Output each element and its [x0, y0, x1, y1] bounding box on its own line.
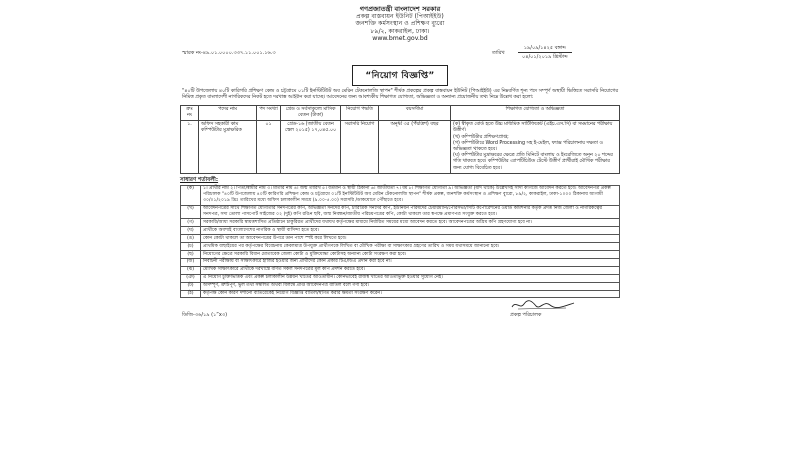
qualification-item: (গ) কম্পিউটারে Word Processing সহ ই-মেইল, ফ্যাক্স পরিচালনায় দক্ষতা ও অভিজ্ঞতা থাকতে হবে।	[453, 140, 603, 153]
col-header-grade: গ্রেড ও সর্বসাকুল্যে মাসিক বেতন (টাকা)	[281, 105, 341, 120]
signature-image	[508, 298, 578, 312]
term-text: প্রার্থীকে অবশ্যই বাংলাদেশের নাগরিক ও স্থায়ী বাসিন্দা হতে হবে।	[201, 227, 620, 235]
list-item	[181, 274, 620, 282]
term-text: মৌখিক সাক্ষাৎকারে প্রার্থীকে দরখাস্তে বর্ণিত সকল সনদপত্রের মূল কপি প্রদর্শন করতে হবে।	[201, 266, 620, 274]
cell-grade: গ্রেড-১৬ (জাতীয় বেতন স্কেল ২০১৫) ১৭,০৪৫.০০	[281, 121, 341, 174]
col-header-post: পদের নাম	[199, 105, 257, 120]
term-text: অসম্পূর্ণ, ত্রুটিপূর্ণ, ভুল তথ্য সম্বলিত অথবা বিলম্বে প্রাপ্ত আবেদনপত্র বাতিল বলে গণ্য হবে।	[201, 282, 620, 290]
term-text: নির্বাচনী পরীক্ষায় বা সাক্ষাৎকারে হাজির হওয়ার জন্য প্রার্থীদের কোন প্রকার টিএ/ডিএ প্রদান করা হবে না।	[201, 258, 620, 266]
list-item	[181, 243, 620, 251]
date-bangla: ১৯/০৯/১৪২৫ বঙ্গাব্দ	[518, 44, 572, 53]
term-key: (ট)	[181, 282, 201, 290]
cell-qualifications	[451, 121, 620, 174]
term-key: (ঝ)	[181, 266, 201, 274]
qualification-item: (ক) স্বীকৃত বোর্ড হতে উচ্চ মাধ্যমিক সার্টিফিকেট (এইচ.এস.সি) বা সমমানের পরীক্ষায় উত্তীর্ণ।	[453, 122, 613, 134]
term-key: (ছ)	[181, 251, 201, 259]
list-item	[181, 235, 620, 243]
date-box	[518, 44, 572, 61]
col-header-age: বয়সসীমা	[379, 105, 451, 120]
term-key: (খ)	[181, 205, 201, 219]
col-header-method: নিয়োগ পদ্ধতি	[341, 105, 379, 120]
notice-title-text: নিয়োগ বিজ্ঞপ্তি	[371, 71, 429, 82]
notice-title: “নিয়োগ বিজ্ঞপ্তি”	[352, 65, 447, 86]
term-key: (ঘ)	[181, 227, 201, 235]
cell-age: অনূর্ধ্ব ৩৫ (পঁয়ত্রিশ) বছর	[379, 121, 451, 174]
term-text: কোন কোটা থাকলে তা আবেদনপত্রের উপরে ডান পাশে স্পষ্ট করে লিখতে হবে।	[201, 235, 620, 243]
cell-sl: ১.	[181, 121, 199, 174]
memo-row	[180, 44, 620, 62]
term-key: (চ)	[181, 243, 201, 251]
post-table	[180, 105, 620, 174]
term-text: এ নিয়োগ চুক্তিভিত্তিক এবং প্রকল্প চলাকালীন উন্নয়ন খাতের আওতাধীন। কোনভাবেই রাজস্ব খাতের আওতাভুক্ত হওয়ার সুযোগ নেই।	[201, 274, 620, 282]
govt-name: গণপ্রজাতন্ত্রী বাংলাদেশ সরকার	[359, 5, 441, 13]
qualification-item: (ঘ) কম্পিউটার মুদ্রাক্ষরের ক্ষেত্রে প্রতি মিনিটে বাংলায় ও ইংরেজিতে অনূন ২০ শব্দের গতি থাকতে হবে। কম্পিউটার এ্যাপটিচিউড টেস্টে উত্তীর্ণ প্রার্থীরাই মৌখিক পরীক্ষার জন্য যোগ্য বিবেচিত হবে।	[453, 153, 613, 171]
date-english: ০৪/০১/২০১৯ খ্রিস্টাব্দ	[522, 54, 568, 61]
cell-count: ০১	[257, 121, 281, 174]
post-table-header	[181, 105, 620, 120]
list-item	[181, 258, 620, 266]
list-item	[181, 251, 620, 259]
date-label: তারিখ	[492, 50, 505, 57]
term-key: (ক)	[181, 185, 201, 205]
intro-paragraph: "৪০টি উপজেলায় ৪০টি কারিগরি প্রশিক্ষণ কেন্দ্র ও চট্টগ্রামে ০১টি ইনস্টিটিউট অব মেরিন টেকনোলজি স্থাপন" শীর্ষক প্রকল্পের প্রকল্প বাস্তবায়ন ইউনিট (পিআইইউ) এর নিম্নবর্ণিত শূন্য পদে সম্পূর্ণ অস্থায়ী ভিত্তিতে সরাসরি নিয়োগের নিমিত্ত প্রকৃত বাংলাদেশী নাগরিকদের নিকট হতে দরখাস্ত আহ্বান করা যাচ্ছে। আবেদনের জন্য আবশ্যকীয় শিক্ষাগত যোগ্যতা, অভিজ্ঞতা ও অন্যান্য প্রয়োজনীয় তথ্য নিম্নে উল্লেখ করা হলো:	[182, 89, 618, 101]
unit-name: প্রকল্প বাস্তবায়ন ইউনিট (পিআইইউ)	[356, 13, 444, 21]
list-item	[181, 205, 620, 219]
col-header-sl: ক্রঃ নং	[181, 105, 199, 120]
memo-number: স্মারক নং-৪৯.০১.০০০০.৩৩৭.১১.০০১.১৬.৩	[182, 50, 276, 57]
footer	[180, 298, 620, 322]
table-row	[181, 121, 620, 174]
term-text: আবেদনপত্রের সাথে শিক্ষাগত যোগ্যতার সনদপত্রের কপি, অভিজ্ঞতা সনদের কপি, চারিত্রিক সনদের কপি, ইউনিয়ন পরিষদের চেয়ারম্যান/পৌরসভা/সিটি কর্পোরেশনের ওয়ার্ড কমিশনার কর্তৃক প্রদত্ত নিজ জেলা ও নাগরিকত্বের সনদপত্র, সদ্য তোলা পাসপোর্ট সাইজের ০২ (দুই) কপি রঙিন ছবি, জন্ম নিবন্ধন/জাতীয় পরিচয়পত্রের কপি, কোটা থাকলে তার স্বপক্ষে প্রমাণপত্র সংযুক্ত করতে হবে।	[201, 205, 620, 219]
bureau-name: জনশক্তি কর্মসংস্থান ও প্রশিক্ষণ ব্যুরো	[355, 20, 445, 28]
website-link[interactable]: www.bmet.gov.bd	[372, 34, 428, 42]
term-text: কর্তৃপক্ষ কোন কারণ দর্শানো ব্যতিরেকেই নিয়োগ বিজ্ঞপ্তি বাতিল/স্থগিত করার ক্ষমতা সংরক্ষণ করেন।	[201, 290, 620, 298]
job-circular-document	[180, 6, 620, 446]
list-item	[181, 290, 620, 298]
term-text: নিয়োগের ক্ষেত্রে সরকারি বিধান মোতাবেক জেলা কোটা ও মুক্তিযোদ্ধা কোটাসহ অন্যান্য কোটা সংরক্ষণ করা হবে।	[201, 251, 620, 259]
col-header-qualification: শিক্ষাগত যোগ্যতা ও অভিজ্ঞতা	[451, 105, 620, 120]
term-key: (গ)	[181, 219, 201, 227]
term-key: (ঞ)	[181, 274, 201, 282]
list-item	[181, 185, 620, 205]
address: ৮৯/২, কাকরাইল, ঢাকা।	[370, 27, 430, 35]
term-key: (ঠ)	[181, 290, 201, 298]
term-key: (জ)	[181, 258, 201, 266]
list-item	[181, 227, 620, 235]
term-text: প্রাথমিক বাছাইয়ের পর কর্তৃপক্ষের বিবেচনায় কেবলমাত্র উপযুক্ত প্রার্থীগণকে লিখিত বা মৌখিক পরীক্ষা বা সাক্ষাৎকার গ্রহণের তারিখ ও সময় যথাসময়ে জানানো হবে।	[201, 243, 620, 251]
general-terms-title: সাধারণ শর্তাবলী:	[180, 176, 219, 183]
title-wrap	[180, 63, 620, 86]
term-text: সরকারি/আধা সরকারি স্বায়ত্তশাসিত প্রতিষ্ঠানে চাকুরিরত প্রার্থীদের যথাযথ কর্তৃপক্ষের মাধ্যমে নির্ধারিত সময়ের মধ্যে আবেদন করতে হবে। আবেদনপত্রের অগ্রিম কপি গ্রহণযোগ্য হবে না।	[201, 219, 620, 227]
general-terms-table	[180, 185, 620, 299]
list-item	[181, 219, 620, 227]
cell-post: অফিস সহকারী কাম কম্পিউটার মুদ্রাক্ষরিক	[199, 121, 257, 174]
list-item	[181, 282, 620, 290]
letterhead	[180, 6, 620, 42]
term-text: ১। প্রার্থীর নাম ২। পিতা/স্বামীর নাম ৩। মাতার নাম ৪। জন্ম তারিখ ৫। বর্তমান ও স্থায়ী ঠিকানা ৬। জাতীয়তা ৭। ধর্ম ৮। শিক্ষাগত যোগ্যতা ৯। অভিজ্ঞতা (যদি থাকে) উল্লেখসহ সাদা কাগজে আবেদন করতে হবে। আবেদনপত্র প্রকল্প পরিচালক "৪০টি উপজেলায় ৪০টি কারিগরি প্রশিক্ষণ কেন্দ্র ও চট্টগ্রামে ০১টি ইনস্টিটিউট অব মেরিন টেকনোলজি স্থাপন" শীর্ষক প্রকল্প, জনশক্তি কর্মসংস্থান ও প্রশিক্ষণ ব্যুরো, ৮৯/২, কাকরাইল, ঢাকা-১০০০ ঠিকানায় আগামী ৩০/০১/২০১৯ খ্রিঃ তারিখের মধ্যে অফিস চলাকালীন সময়ে (৯.০০-৫.০০) সরাসরি /ডাকযোগে পৌঁছাতে হবে।	[201, 185, 620, 205]
qualification-item: (খ) কম্পিউটার প্রশিক্ষণপ্রাপ্ত;	[453, 134, 509, 140]
dfp-code: ডিজি-৩৬/১৯ (১”x৩)	[182, 312, 228, 319]
col-header-count: পদ সংখ্যা	[257, 105, 281, 120]
list-item	[181, 266, 620, 274]
term-key: (ঙ)	[181, 235, 201, 243]
cell-method: সরাসরি নিয়োগ	[341, 121, 379, 174]
project-director-label: প্রকল্প পরিচালক	[510, 312, 542, 319]
